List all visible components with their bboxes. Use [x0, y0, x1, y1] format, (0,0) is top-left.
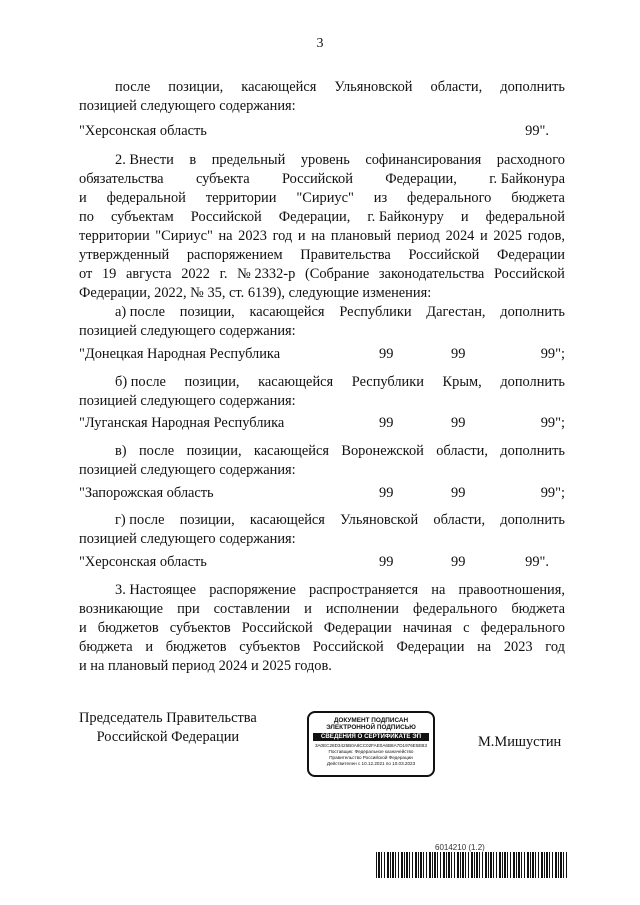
word: Российской: [312, 639, 384, 655]
signatory-name: М.Мишустин: [478, 734, 562, 750]
word: области,: [430, 79, 483, 95]
word: Российской: [281, 171, 353, 187]
word: бюджета: [511, 601, 565, 617]
word: г.: [219, 266, 228, 282]
word: и: [145, 639, 154, 655]
word: федерального: [413, 601, 498, 617]
word: 2024: [445, 228, 475, 244]
word: касающейся: [249, 512, 325, 528]
word: и: [460, 209, 469, 225]
region-name: "Донецкая Народная Республика: [79, 346, 281, 362]
word: 3. Настоящее: [115, 582, 197, 598]
word: Российской: [408, 247, 480, 263]
word: 2023: [503, 639, 533, 655]
justified-line: [115, 442, 565, 461]
stamp-serial: 3A0EC28D3425B0A8CC02FAE0A6B8A7D1976E5EB3: [314, 743, 428, 748]
word: после: [115, 79, 151, 95]
word: Крым,: [442, 374, 482, 390]
word: Дагестан,: [426, 304, 486, 320]
word: касающейся: [249, 304, 325, 320]
word: дополнить: [500, 512, 565, 528]
word: софинансирования: [365, 152, 482, 168]
justified-line: [79, 170, 565, 189]
table-row: [79, 122, 565, 141]
word: августа: [126, 266, 172, 282]
word: позиции,: [179, 512, 235, 528]
word: на: [477, 639, 492, 655]
stamp-owner: Правительство Российской Федерации: [329, 755, 413, 760]
word: после: [138, 443, 175, 459]
row-value: 99: [451, 415, 466, 431]
signatory-title: [79, 709, 257, 747]
row-value: 99";: [540, 485, 565, 501]
word: по: [79, 209, 94, 225]
row-value: 99: [451, 554, 466, 570]
word: составлении: [213, 601, 291, 617]
row-value: 99: [379, 554, 394, 570]
stamp-validity: Действителен с 10.12.2021 по 10.03.2023: [326, 761, 416, 766]
word: дополнить: [500, 79, 565, 95]
word: Федерации: [396, 639, 465, 655]
word: и: [79, 620, 87, 636]
word: с: [463, 620, 470, 636]
row-value: 99: [379, 346, 394, 362]
justified-line: [115, 303, 565, 322]
justified-line: [79, 619, 565, 638]
justified-line: [115, 151, 565, 170]
word: возникающие: [79, 601, 164, 617]
word: касающейся: [253, 443, 329, 459]
word: 2023: [238, 228, 267, 244]
word: год: [545, 639, 565, 655]
row-value: 99: [379, 415, 394, 431]
paragraph-last-line: позицией следующего содержания:: [79, 98, 296, 114]
word: "Сириус": [296, 190, 354, 206]
word: Российской: [493, 266, 565, 282]
row-value: 99".: [525, 123, 549, 139]
justified-line: [79, 208, 565, 227]
word: территории: [205, 190, 277, 206]
word: субъекта: [195, 171, 250, 187]
word: 19: [101, 266, 117, 282]
justified-line: [79, 246, 565, 265]
table-row: [79, 553, 565, 572]
word: Федерации,: [385, 171, 457, 187]
word: начиная: [402, 620, 453, 636]
paragraph-last-line: позицией следующего содержания:: [79, 462, 296, 478]
word: и: [297, 228, 306, 244]
justified-line: [79, 227, 565, 246]
electronic-signature-stamp: [307, 711, 435, 777]
word: Воронежской: [341, 443, 424, 459]
justified-line: [79, 600, 565, 619]
signatory-title-line: Председатель Правительства: [79, 710, 257, 726]
word: федерального: [480, 620, 565, 636]
word: и: [79, 190, 87, 206]
word: позиции,: [186, 443, 242, 459]
word: распоряжением: [186, 247, 283, 263]
word: в: [189, 152, 197, 168]
word: федерального: [407, 190, 492, 206]
word: на: [218, 228, 233, 244]
word: позиции,: [184, 374, 240, 390]
word: и: [480, 228, 488, 244]
region-name: "Луганская Народная Республика: [79, 415, 285, 431]
word: на: [431, 582, 446, 598]
word: в): [115, 443, 127, 459]
justified-line: [79, 638, 565, 657]
word: касающейся: [241, 79, 317, 95]
row-value: 99: [451, 485, 466, 501]
word: Федерации,: [278, 209, 351, 225]
word: области,: [433, 512, 486, 528]
word: 2025: [493, 228, 523, 244]
word: Федерации: [323, 620, 392, 636]
word: "Сириус": [155, 228, 213, 244]
word: распространяется: [309, 582, 419, 598]
barcode-number: 6014210 (1.2): [435, 843, 485, 852]
word: период: [396, 228, 440, 244]
word: позиции,: [168, 79, 224, 95]
word: области,: [436, 443, 488, 459]
table-row: [79, 345, 565, 364]
stamp-supplier: Поставщик: Федеральное казначейство: [328, 749, 414, 754]
word: дополнить: [500, 443, 565, 459]
word: б) после: [115, 374, 166, 390]
paragraph-last-line: Федерации, 2022, № 35, ст. 6139), следующие изменения:: [79, 285, 432, 301]
word: год: [272, 228, 293, 244]
word: и: [304, 601, 312, 617]
row-value: 99".: [525, 554, 549, 570]
region-name: "Херсонская область: [79, 554, 207, 570]
paragraph-last-line: позицией следующего содержания:: [79, 531, 296, 547]
word: бюджетов: [97, 620, 159, 636]
word: субъектов: [239, 639, 301, 655]
word: Российской: [190, 209, 262, 225]
word: предельный: [211, 152, 286, 168]
word: Федерации: [497, 247, 565, 263]
word: обязательства: [79, 171, 164, 187]
signatory-title-line: Российской Федерации: [96, 729, 240, 745]
row-value: 99";: [540, 415, 565, 431]
word: 2. Внести: [115, 152, 174, 168]
justified-line: [115, 78, 565, 97]
word: уровень: [300, 152, 350, 168]
word: г) после: [115, 512, 165, 528]
word: Российской: [241, 620, 313, 636]
region-name: "Херсонская область: [79, 123, 207, 139]
word: субъектов: [169, 620, 231, 636]
page-number: 3: [316, 36, 324, 51]
word: годов,: [527, 228, 565, 244]
word: (Собрание: [304, 266, 370, 282]
word: № 2332-р: [237, 266, 296, 282]
word: Республики: [351, 374, 424, 390]
word: а) после: [115, 304, 165, 320]
word: бюджета: [511, 190, 565, 206]
stamp-heading: ДОКУМЕНТ ПОДПИСАН: [333, 717, 409, 724]
region-name: "Запорожская область: [79, 485, 214, 501]
word: дополнить: [500, 304, 565, 320]
word: дополнить: [500, 374, 565, 390]
justified-line: [115, 511, 565, 530]
word: Республики: [339, 304, 412, 320]
word: г. Байконура: [489, 171, 565, 187]
word: бюджетов: [165, 639, 227, 655]
word: правоотношения,: [458, 582, 565, 598]
word: плановый: [330, 228, 392, 244]
table-row: [79, 484, 565, 503]
row-value: 99: [451, 346, 466, 362]
word: позиции,: [179, 304, 235, 320]
paragraph-last-line: позицией следующего содержания:: [79, 393, 296, 409]
word: на: [311, 228, 326, 244]
word: 2022: [181, 266, 210, 282]
paragraph-last-line: и на плановый период 2024 и 2025 годов.: [79, 658, 332, 674]
stamp-certificate-bar: СВЕДЕНИЯ О СЕРТИФИКАТЕ ЭП: [313, 733, 429, 741]
word: территории: [79, 228, 150, 244]
justified-line: [115, 373, 565, 392]
word: распоряжение: [209, 582, 296, 598]
paragraph-last-line: позицией следующего содержания:: [79, 323, 296, 339]
barcode: [376, 852, 568, 878]
word: исполнении: [325, 601, 400, 617]
word: от: [79, 266, 93, 282]
word: утвержденный: [79, 247, 170, 263]
justified-line: [79, 189, 565, 208]
word: расходного: [496, 152, 565, 168]
word: Ульяновской: [340, 512, 419, 528]
word: субъектам: [110, 209, 174, 225]
word: Ульяновской: [334, 79, 413, 95]
word: федеральной: [106, 190, 186, 206]
stamp-heading: ЭЛЕКТРОННОЙ ПОДПИСЬЮ: [326, 724, 416, 731]
row-value: 99: [379, 485, 394, 501]
justified-line: [115, 581, 565, 600]
word: Правительства: [300, 247, 391, 263]
table-row: [79, 414, 565, 433]
word: касающейся: [258, 374, 334, 390]
word: из: [373, 190, 388, 206]
word: федеральной: [485, 209, 565, 225]
word: бюджета: [79, 639, 133, 655]
word: при: [177, 601, 200, 617]
word: законодательства: [378, 266, 485, 282]
justified-line: [79, 265, 565, 284]
word: г. Байконуру: [367, 209, 444, 225]
row-value: 99";: [540, 346, 565, 362]
